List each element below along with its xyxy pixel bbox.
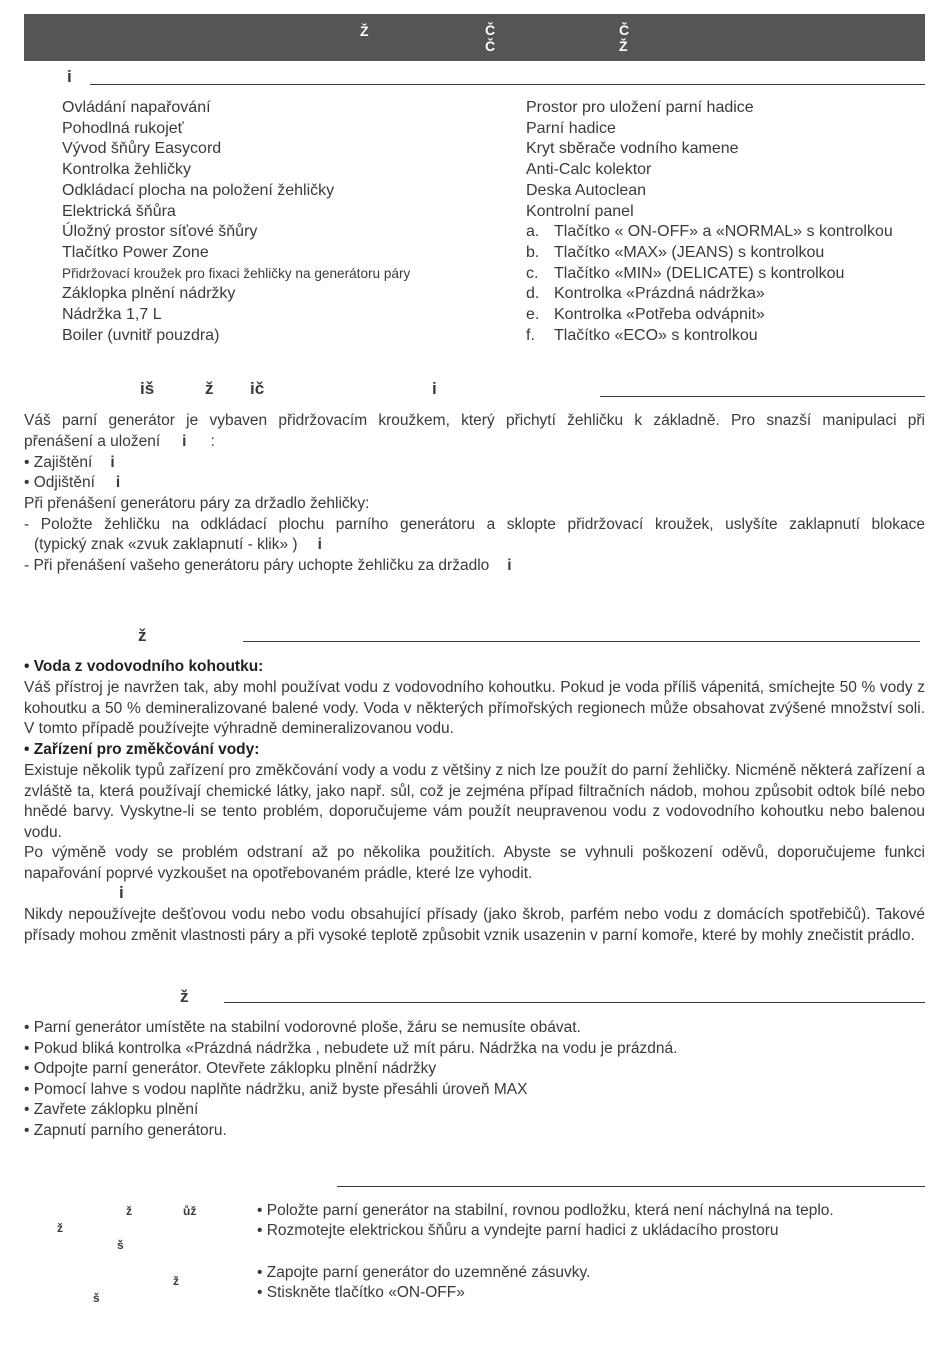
- sub-letter: a.: [526, 223, 540, 241]
- list-item: • Zapnutí parního generátoru.: [24, 1122, 227, 1139]
- list-item: • Zapojte parní generátor do uzemněné zásuvky.: [257, 1264, 591, 1281]
- label-fragment: ž: [57, 1221, 63, 1235]
- list-sub-item: [526, 243, 893, 264]
- sub-text: Tlačítko «ECO» s kontrolkou: [554, 326, 758, 344]
- list-item: • Položte parní generátor na stabilní, rovnou podložku, která není náchylná na teplo.: [257, 1202, 834, 1219]
- list-item: • Stiskněte tlačítko «ON-OFF»: [257, 1284, 465, 1301]
- section-heading: ž: [138, 626, 147, 645]
- label-fragment: ž: [126, 1204, 132, 1218]
- inline-fragment: i: [119, 883, 124, 902]
- list-item: Pohodlná rukojeť: [62, 119, 184, 137]
- label-fragment: š: [93, 1291, 100, 1305]
- list-sub-item: [526, 222, 893, 243]
- section-rule: [90, 84, 925, 85]
- sub-letter: f.: [526, 326, 535, 344]
- list-item: Elektrická šňůra: [62, 202, 176, 220]
- list-item: Vývod šňůry Easycord: [62, 140, 222, 158]
- label-fragment: ž: [173, 1274, 179, 1288]
- paragraph-water-softener: Existuje několik typů zařízení pro změkčování vody a vodu z většiny z nich lze použít do parní žehličky. Nicméně některá zařízení a zvláště ta, která používají chemické látky, jako např. sůl, což je zejména případ filtračních nádob, mohou způsobit odtok bílé nebo hnědé barvy. Vyskytne-li se tento problém, doporučujeme vám použít neupravenou vodu z vodovodního kohoutku nebo balenou vodu.: [24, 762, 925, 841]
- sub-text: Tlačítko «MIN» (DELICATE) s kontrolkou: [554, 264, 845, 282]
- banner-fragment: Ž: [360, 23, 369, 39]
- sub-text: Kontrolka «Potřeba odvápnit»: [554, 306, 765, 324]
- subheading-water-softener: • Zařízení pro změkčování vody:: [24, 741, 260, 758]
- sub-letter: c.: [526, 264, 539, 282]
- section-rule: [337, 1186, 925, 1187]
- section-heading: ž: [180, 987, 189, 1006]
- list-sub-item: [526, 284, 893, 305]
- list-item: Odkládací plocha na položení žehličky: [62, 181, 335, 199]
- dash-item: - Položte žehličku na odkládací plochu parního generátoru a sklopte přidržovací kroužek, uslyšíte zaklapnutí blokace: [24, 516, 925, 533]
- paragraph-line: Váš parní generátor je vybaven přidržovacím kroužkem, který přichytí žehličku k základně. Pro snazší manipulaci při: [24, 412, 925, 429]
- list-sub-item: [526, 326, 893, 347]
- sub-text: Tlačítko « ON-OFF» a «NORMAL» s kontrolkou: [554, 223, 893, 241]
- section-rule: [224, 1002, 925, 1003]
- section-heading: ič: [250, 379, 265, 398]
- list-item: Kontrolka žehličky: [62, 161, 191, 179]
- list-item: Tlačítko Power Zone: [62, 243, 209, 261]
- sub-letter: d.: [526, 285, 540, 303]
- list-item: • Parní generátor umístěte na stabilní vodorovné ploše, žáru se nemusíte obávat.: [24, 1019, 581, 1036]
- list-item: • Zavřete záklopku plnění: [24, 1101, 199, 1118]
- bullet-unlock: • Odjištění i: [24, 474, 121, 491]
- banner-fragment: Ž: [619, 38, 628, 54]
- sub-text: Kontrolka «Prázdná nádržka»: [554, 285, 765, 303]
- list-item: • Pokud bliká kontrolka «Prázdná nádržka , nebudete už mít páru. Nádržka na vodu je prázdná.: [24, 1040, 678, 1057]
- paragraph-line: přenášení a uložení i :: [24, 433, 215, 450]
- list-item: Úložný prostor síťové šňůry: [62, 223, 258, 241]
- parts-list-left: [62, 98, 410, 346]
- section-rule: [600, 396, 925, 397]
- list-sub-item: [526, 305, 893, 326]
- list-item: • Rozmotejte elektrickou šňůru a vyndejte parní hadici z ukládacího prostoru: [257, 1222, 779, 1239]
- section-heading: iš: [140, 379, 155, 398]
- banner-fragment: Č: [485, 22, 496, 38]
- subheading-tap-water: • Voda z vodovodního kohoutku:: [24, 658, 264, 675]
- section-heading: ž: [205, 379, 214, 398]
- section-heading: i: [432, 379, 437, 398]
- list-item: Deska Autoclean: [526, 181, 647, 199]
- paragraph-line: Při přenášení generátoru páry za držadlo žehličky:: [24, 495, 370, 512]
- list-item: Přidržovací kroužek pro fixaci žehličky na generátoru páry: [62, 265, 411, 281]
- label-fragment: ůž: [183, 1204, 197, 1218]
- list-item: • Odpojte parní generátor. Otevřete záklopku plnění nádržky: [24, 1060, 437, 1077]
- banner-fragment: Č: [619, 22, 630, 38]
- list-sub-item: [526, 264, 893, 285]
- label-fragment: š: [117, 1238, 124, 1252]
- sub-letter: e.: [526, 306, 540, 324]
- list-item: Ovládání napařování: [62, 99, 211, 116]
- paragraph-after-change: Po výměně vody se problém odstraní až po několika použitích. Abyste se vyhnuli poškození oděvů, doporučujeme funkci napařování poprvé vyzkoušet na opotřebovaném prádle, které lze vyhodit.: [24, 844, 925, 882]
- list-item: Parní hadice: [526, 119, 616, 137]
- sub-letter: b.: [526, 243, 540, 261]
- sub-text: Tlačítko «MAX» (JEANS) s kontrolkou: [554, 243, 825, 261]
- list-item: Anti-Calc kolektor: [526, 161, 652, 179]
- paragraph-tap-water: Váš přístroj je navržen tak, aby mohl používat vodu z vodovodního kohoutku. Pokud je voda příliš vápenitá, smíchejte 50 % vody z kohoutku a 50 % demineralizované balené vody. Voda v některých přímořských regionech může obsahovat zvýšené množství soli. V tomto případě používejte výhradně demineralizovanou vodu.: [24, 679, 925, 738]
- bullet-lock: • Zajištění i: [24, 454, 115, 471]
- banner-fragment: Č: [485, 38, 496, 54]
- list-item: Nádržka 1,7 L: [62, 306, 162, 324]
- paragraph-never-use: Nikdy nepoužívejte dešťovou vodu nebo vodu obsahující přísady (jako škrob, parfém nebo vodu z domácích spotřebičů). Takové přísady mohou změnit vlastnosti páry a při vysoké teplotě způsobit vznik usazenin v parní komoře, které by mohly znečistit prádlo.: [24, 906, 925, 944]
- section-rule: [243, 641, 920, 642]
- list-item: • Pomocí lahve s vodou naplňte nádržku, aniž byste přesáhli úroveň MAX: [24, 1081, 528, 1098]
- list-item: Boiler (uvnitř pouzdra): [62, 326, 220, 344]
- dash-item-cont: (typický znak «zvuk zaklapnutí - klik» ) i: [34, 536, 322, 553]
- dash-item: - Při přenášení vašeho generátoru páry uchopte žehličku za držadlo i: [24, 557, 512, 574]
- list-item: Prostor pro uložení parní hadice: [526, 99, 754, 116]
- list-item: Záklopka plnění nádržky: [62, 285, 236, 303]
- list-item: Kontrolní panel: [526, 202, 634, 220]
- section-heading: i: [67, 67, 72, 86]
- list-item: Kryt sběrače vodního kamene: [526, 140, 739, 158]
- header-banner: [24, 14, 925, 61]
- parts-list-right: [526, 98, 893, 346]
